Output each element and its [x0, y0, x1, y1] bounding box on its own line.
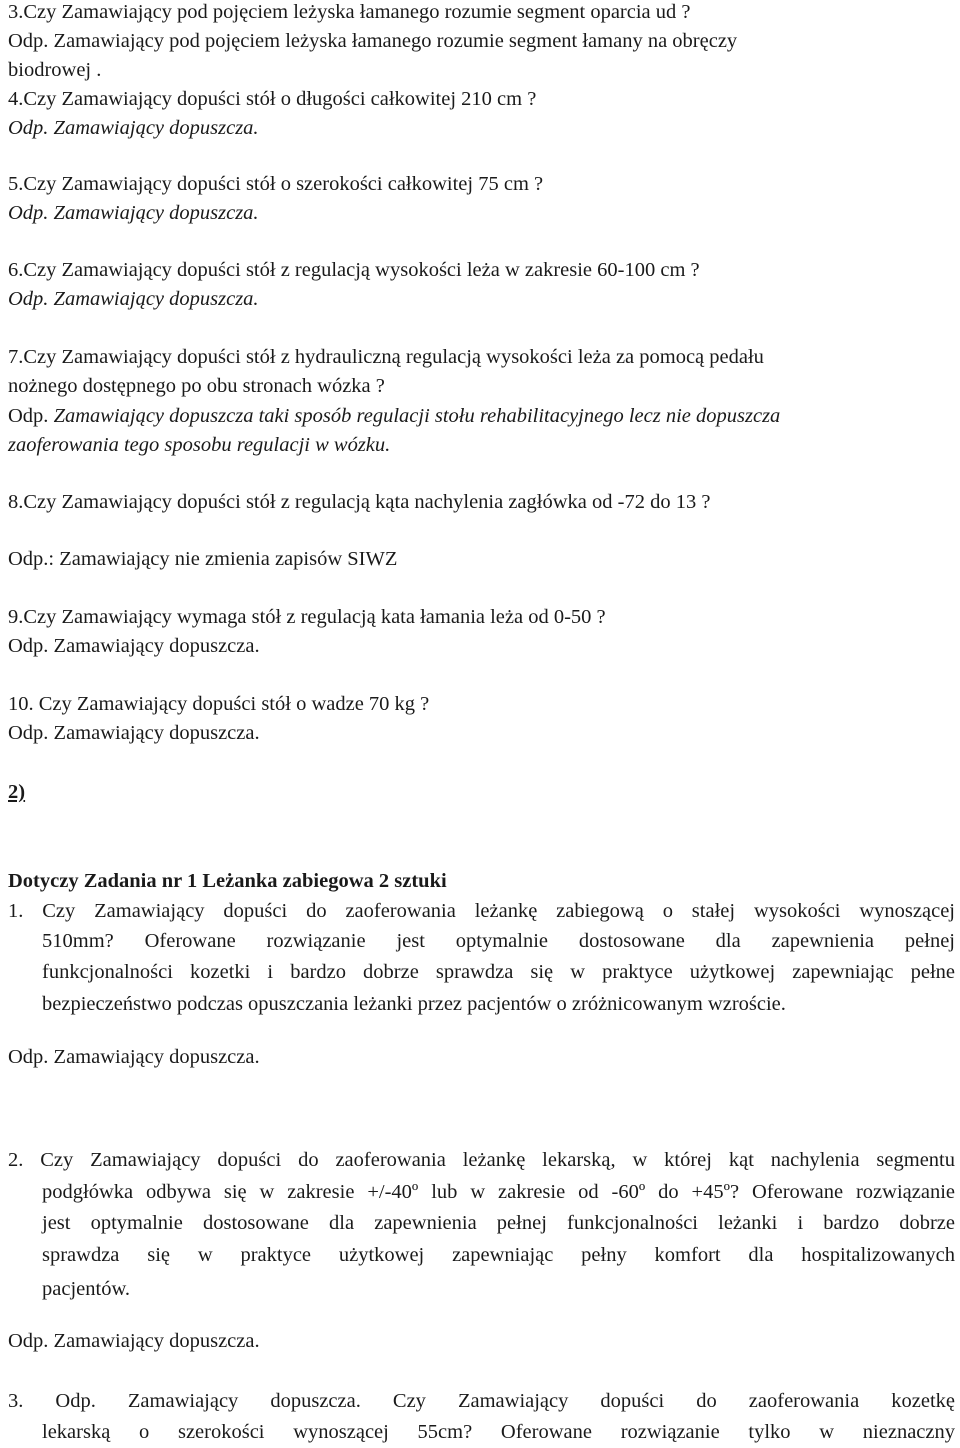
- q10-question: 10. Czy Zamawiający dopuści stół o wadze 70 kg ?: [8, 693, 430, 715]
- q7-question-line-1: 7.Czy Zamawiający dopuści stół z hydrauliczną regulacją wysokości leża za pomocą pedału: [8, 346, 764, 368]
- z3-line-2: lekarską o szerokości wynoszącej 55cm? Oferowane rozwiązanie tylko w nieznaczny: [42, 1421, 955, 1443]
- z2-line-5: pacjentów.: [42, 1278, 131, 1300]
- z2-line-3: jest optymalnie dostosowane dla zapewnienia pełnej funkcjonalności leżanki i bardzo dobrze: [42, 1212, 955, 1234]
- z2-line-2: podgłówka odbywa się w zakresie +/-40º lub w zakresie od -60º do +45º? Oferowane rozwiązanie: [42, 1181, 955, 1203]
- q9-answer: Odp. Zamawiający dopuszcza.: [8, 635, 260, 657]
- z2-answer: Odp. Zamawiający dopuszcza.: [8, 1330, 260, 1352]
- q8-answer: Odp.: Zamawiający nie zmienia zapisów SIWZ: [8, 548, 398, 570]
- q3-answer-line-2: biodrowej .: [8, 59, 102, 81]
- z1-line-3: funkcjonalności kozetki i bardzo dobrze sprawdza się w praktyce użytkowej zapewniając pełne: [42, 961, 955, 983]
- q3-question: 3.Czy Zamawiający pod pojęciem leżyska łamanego rozumie segment oparcia ud ?: [8, 1, 691, 23]
- section-number: 2): [8, 781, 26, 803]
- z1-line-2: 510mm? Oferowane rozwiązanie jest optymalnie dostosowane dla zapewnienia pełnej: [42, 930, 955, 952]
- q7-answer-prefix: Odp.: [8, 405, 49, 427]
- z2-line-1: 2. Czy Zamawiający dopuści do zaoferowania leżankę lekarską, w której kąt nachylenia segmentu: [8, 1149, 955, 1171]
- q10-answer: Odp. Zamawiający dopuszcza.: [8, 722, 260, 744]
- section-heading: Dotyczy Zadania nr 1 Leżanka zabiegowa 2 sztuki: [8, 870, 447, 892]
- q4-answer: Odp. Zamawiający dopuszcza.: [8, 117, 259, 139]
- q4-question: 4.Czy Zamawiający dopuści stół o długości całkowitej 210 cm ?: [8, 88, 537, 110]
- q7-answer-line-1: [8, 404, 780, 428]
- q5-answer: Odp. Zamawiający dopuszcza.: [8, 202, 259, 224]
- q7-question-line-2: nożnego dostępnego po obu stronach wózka ?: [8, 375, 385, 397]
- q5-question: 5.Czy Zamawiający dopuści stół o szerokości całkowitej 75 cm ?: [8, 173, 544, 195]
- z1-line-4: bezpieczeństwo podczas opuszczania leżanki przez pacjentów o zróżnicowanym wzroście.: [42, 993, 786, 1015]
- q7-answer-text: Zamawiający dopuszcza taki sposób regulacji stołu rehabilitacyjnego lecz nie dopuszcza: [48, 405, 781, 427]
- z1-line-1: 1. Czy Zamawiający dopuści do zaoferowania leżankę zabiegową o stałej wysokości wynoszącej: [8, 900, 955, 922]
- z3-line-1: 3. Odp. Zamawiający dopuszcza. Czy Zamawiający dopuści do zaoferowania kozetkę: [8, 1390, 955, 1412]
- q9-question: 9.Czy Zamawiający wymaga stół z regulacją kata łamania leża od 0-50 ?: [8, 606, 606, 628]
- z2-line-4: sprawdza się w praktyce użytkowej zapewniając pełny komfort dla hospitalizowanych: [42, 1244, 955, 1266]
- z1-answer: Odp. Zamawiający dopuszcza.: [8, 1046, 260, 1068]
- q3-answer-line-1: Odp. Zamawiający pod pojęciem leżyska łamanego rozumie segment łamany na obręczy: [8, 30, 738, 52]
- q8-question: 8.Czy Zamawiający dopuści stół z regulacją kąta nachylenia zagłówka od -72 do 13 ?: [8, 491, 711, 513]
- q6-question: 6.Czy Zamawiający dopuści stół z regulacją wysokości leża w zakresie 60-100 cm ?: [8, 259, 700, 281]
- q6-answer: Odp. Zamawiający dopuszcza.: [8, 288, 259, 310]
- q7-answer-line-2: zaoferowania tego sposobu regulacji w wózku.: [8, 434, 391, 456]
